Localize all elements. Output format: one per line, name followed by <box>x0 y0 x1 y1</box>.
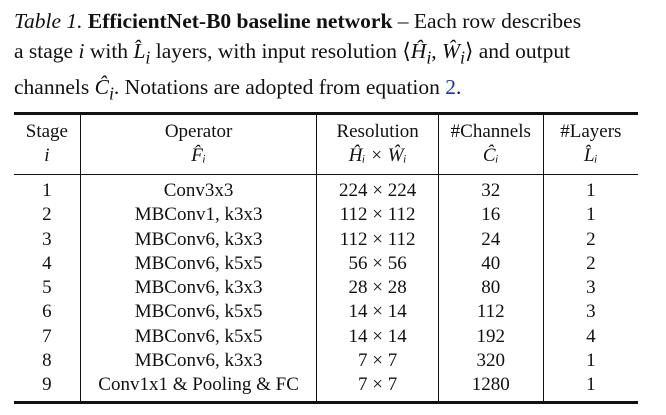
layers-cell: 4 <box>543 325 638 349</box>
caption-text: , <box>431 39 443 63</box>
caption-text: layers, with input resolution ⟨ <box>150 39 411 63</box>
caption-math-sub: i <box>426 47 432 68</box>
table-row <box>14 349 638 373</box>
operator-cell: MBConv6, k5x5 <box>80 252 317 276</box>
operator-cell: MBConv1, k3x3 <box>80 203 317 227</box>
resolution-cell: 14 × 14 <box>317 300 438 324</box>
caption-line-2 <box>14 36 656 72</box>
channels-cell: 32 <box>438 175 543 204</box>
operator-cell: Conv1x1 & Pooling & FC <box>80 373 317 402</box>
channels-cell: 80 <box>438 276 543 300</box>
resolution-cell: 28 × 28 <box>317 276 438 300</box>
table-row <box>14 276 638 300</box>
layers-cell: 1 <box>543 203 638 227</box>
equation-reference-link[interactable]: 2 <box>445 75 457 100</box>
stage-cell: 3 <box>42 228 52 250</box>
layers-cell: 1 <box>543 349 638 373</box>
resolution-cell: 14 × 14 <box>317 325 438 349</box>
table-container <box>14 112 638 404</box>
caption-text: with <box>84 39 134 63</box>
subheader-row <box>14 144 638 175</box>
resolution-cell: 224 × 224 <box>317 175 438 204</box>
resolution-cell: 7 × 7 <box>317 349 438 373</box>
operator-cell: MBConv6, k5x5 <box>80 325 317 349</box>
table-row <box>14 228 638 252</box>
caption-math-sub: i <box>145 47 151 68</box>
column-header-stage: Stage <box>25 121 68 142</box>
subheader-layers: L̂ᵢ <box>543 144 638 175</box>
operator-cell: MBConv6, k3x3 <box>80 228 317 252</box>
table-row <box>14 300 638 324</box>
layers-cell: 2 <box>543 252 638 276</box>
table-row <box>14 175 638 204</box>
channels-cell: 24 <box>438 228 543 252</box>
layers-cell: 3 <box>543 276 638 300</box>
resolution-cell: 7 × 7 <box>317 373 438 402</box>
caption-math-sub: i <box>459 47 465 68</box>
table-row <box>14 325 638 349</box>
channels-cell: 16 <box>438 203 543 227</box>
layers-cell: 3 <box>543 300 638 324</box>
layers-cell: 1 <box>543 175 638 204</box>
channels-cell: 112 <box>438 300 543 324</box>
table-row <box>14 203 638 227</box>
caption-text: a stage <box>14 39 79 63</box>
stage-cell: 4 <box>42 252 52 274</box>
resolution-cell: 112 × 112 <box>317 203 438 227</box>
operator-cell: Conv3x3 <box>80 175 317 204</box>
column-header-resolution: Resolution <box>317 114 438 145</box>
stage-cell: 6 <box>42 301 52 323</box>
stage-cell: 9 <box>42 374 52 396</box>
caption-label: Table 1. <box>14 9 83 33</box>
column-header-channels: #Channels <box>438 114 543 145</box>
caption-text: . <box>456 75 462 100</box>
layers-cell: 1 <box>543 373 638 402</box>
table-body <box>14 175 638 403</box>
caption-title: EfficientNet-B0 baseline network <box>87 9 393 33</box>
stage-cell: 2 <box>42 204 52 226</box>
caption-math: Ĉ <box>94 75 109 100</box>
caption-math: Ŵ <box>442 39 460 63</box>
subheader-channels: Ĉᵢ <box>438 144 543 175</box>
header-row <box>14 114 638 145</box>
caption-math: Ĥ <box>410 39 427 63</box>
caption-text: . Notations are adopted from equation <box>113 75 446 100</box>
stage-cell: 7 <box>42 325 52 347</box>
table-row <box>14 373 638 402</box>
operator-cell: MBConv6, k3x3 <box>80 349 317 373</box>
table-caption <box>14 6 656 109</box>
channels-cell: 40 <box>438 252 543 276</box>
channels-cell: 1280 <box>438 373 543 402</box>
caption-line-3 <box>14 72 656 108</box>
stage-cell: 8 <box>42 350 52 372</box>
caption-text: ⟩ and output <box>464 39 571 63</box>
channels-cell: 320 <box>438 349 543 373</box>
layers-cell: 2 <box>543 228 638 252</box>
operator-cell: MBConv6, k3x3 <box>80 276 317 300</box>
caption-text: – Each row describes <box>392 9 582 33</box>
table-row <box>14 252 638 276</box>
caption-text: channels <box>14 75 95 100</box>
caption-math: i <box>78 39 85 63</box>
caption-math: L̂ <box>133 39 146 63</box>
caption-math-sub: i <box>108 83 114 104</box>
operator-cell: MBConv6, k5x5 <box>80 300 317 324</box>
subheader-resolution: Ĥᵢ × Ŵᵢ <box>317 144 438 175</box>
stage-cell: 5 <box>42 277 52 299</box>
architecture-table <box>14 112 638 404</box>
channels-cell: 192 <box>438 325 543 349</box>
caption-line-1 <box>14 6 656 36</box>
subheader-operator: F̂ᵢ <box>80 144 317 175</box>
subheader-stage: i <box>44 145 50 166</box>
resolution-cell: 112 × 112 <box>317 228 438 252</box>
column-header-operator: Operator <box>80 114 317 145</box>
stage-cell: 1 <box>42 180 52 201</box>
resolution-cell: 56 × 56 <box>317 252 438 276</box>
column-header-layers: #Layers <box>543 114 638 145</box>
